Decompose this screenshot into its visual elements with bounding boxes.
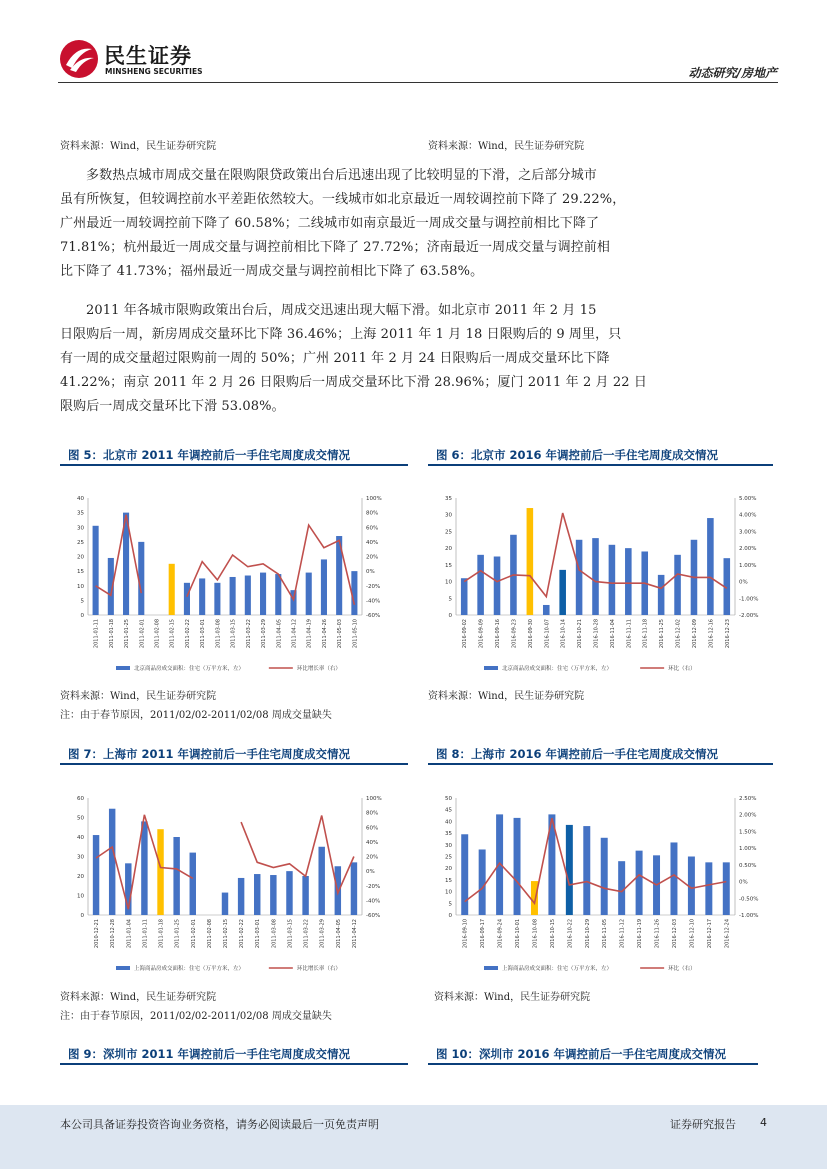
bar: [566, 825, 573, 915]
x-tick-label: 2016-10-01: [515, 919, 522, 949]
y-tick-label-right: -20%: [366, 583, 381, 590]
y-tick-label-left: 20: [445, 546, 452, 553]
bar: [157, 829, 163, 915]
y-tick-label-left: 5: [448, 596, 452, 603]
source-top-left: 资料来源：Wind，民生证券研究院: [60, 141, 217, 152]
fig7-title: 图 7：上海市 2011 年调控前后一手住宅周度成交情况: [68, 747, 351, 761]
y-tick-label-right: -2.00%: [739, 613, 759, 619]
bar: [477, 555, 484, 615]
x-tick-label: 2016-11-26: [654, 919, 661, 949]
x-tick-label: 2016-11-18: [642, 619, 649, 649]
fig7-title-rule: [60, 763, 408, 765]
x-tick-label: 2016-09-16: [495, 619, 502, 649]
legend-bar-swatch: [484, 666, 498, 670]
y-tick-label-left: 0: [80, 913, 84, 919]
footer-disclaimer: 本公司具备证券投资咨询业务资格，请务必阅读最后一页免责声明: [60, 1118, 379, 1131]
y-tick-label-left: 5: [448, 901, 452, 908]
y-tick-label-right: 60%: [366, 825, 379, 832]
y-tick-label-left: 40: [77, 496, 84, 502]
y-tick-label-left: 35: [445, 496, 452, 502]
bar: [184, 583, 190, 615]
y-tick-label-right: 100%: [366, 796, 382, 802]
x-tick-label: 2011-01-25: [124, 619, 131, 649]
y-tick-label-right: 4.00%: [739, 512, 757, 519]
bar: [318, 847, 324, 915]
y-tick-label-left: 60: [77, 796, 84, 802]
x-tick-label: 2016-11-04: [609, 619, 616, 649]
bar: [527, 508, 534, 615]
y-tick-label-right: 60%: [366, 525, 379, 532]
x-tick-label: 2016-12-23: [724, 619, 731, 649]
y-tick-label-right: -1.00%: [739, 596, 759, 603]
bar: [321, 559, 327, 615]
bar: [214, 583, 220, 615]
bar: [141, 821, 147, 915]
fig9-title: 图 9：深圳市 2011 年调控前后一手住宅周度成交情况: [68, 1047, 351, 1061]
footer-page-number: 4: [760, 1116, 767, 1129]
header-section: 动态研究/房地产: [688, 66, 777, 80]
y-tick-label-left: 10: [445, 579, 452, 586]
bar: [479, 849, 486, 915]
y-tick-label-right: 1.00%: [739, 562, 757, 569]
para-line: 虽有所恢复，但较调控前水平差距依然较大。一线城市如北京最近一周较调控前下降了 29.22%，: [60, 192, 626, 207]
bar: [707, 518, 714, 615]
y-tick-label-left: 30: [445, 512, 452, 519]
fig8-source: 资料来源：Wind，民生证券研究院: [434, 992, 591, 1003]
bar: [199, 578, 205, 615]
x-tick-label: 2011-05-10: [352, 619, 359, 649]
x-tick-label: 2016-10-08: [532, 919, 539, 949]
x-tick-label: 2011-01-11: [93, 619, 100, 649]
x-tick-label: 2011-02-15: [169, 619, 176, 649]
fig9-title-rule: [60, 1063, 408, 1065]
footer-report-type: 证券研究报告: [670, 1118, 736, 1131]
chart-fig7: [60, 788, 400, 980]
y-tick-label-left: 0: [448, 613, 452, 619]
y-tick-label-left: 50: [445, 796, 452, 802]
x-tick-label: 2011-03-01: [255, 919, 262, 949]
paragraph-2: [60, 299, 772, 419]
x-tick-label: 2011-02-08: [154, 619, 161, 649]
x-tick-label: 2016-10-15: [549, 919, 556, 949]
para-line: 71.81%；杭州最近一周成交量与调控前相比下降了 27.72%；济南最近一周成交量与调控前相: [60, 240, 610, 255]
y-tick-label-left: 20: [77, 554, 84, 561]
y-tick-label-right: 0%: [366, 569, 375, 576]
fig7-source: 资料来源：Wind，民生证券研究院: [60, 992, 217, 1003]
source-top-right: 资料来源：Wind，民生证券研究院: [428, 141, 585, 152]
y-tick-label-left: 50: [77, 815, 84, 822]
x-tick-label: 2011-01-25: [174, 919, 181, 949]
x-tick-label: 2016-09-02: [462, 619, 469, 649]
bar: [254, 874, 260, 915]
x-tick-label: 2016-09-10: [462, 919, 469, 949]
x-tick-label: 2011-02-01: [190, 919, 197, 949]
y-tick-label-right: 40%: [366, 839, 379, 846]
y-tick-label-right: 2.00%: [739, 546, 757, 553]
bar: [351, 862, 357, 915]
y-tick-label-left: 25: [445, 529, 452, 536]
y-tick-label-right: 20%: [366, 554, 379, 561]
y-tick-label-right: -40%: [366, 898, 381, 905]
para-line: 日限购后一周，新房周成交量环比下降 36.46%；上海 2011 年 1 月 18 日限购后的 9 周里，只: [60, 327, 622, 342]
x-tick-label: 2011-03-15: [287, 919, 294, 949]
fig6-source: 资料来源：Wind，民生证券研究院: [428, 691, 585, 702]
y-tick-label-left: 30: [445, 842, 452, 849]
y-tick-label-left: 20: [77, 874, 84, 880]
x-tick-label: 2011-02-01: [139, 619, 146, 649]
bar: [238, 878, 244, 915]
bar: [559, 570, 566, 615]
x-tick-label: 2016-10-21: [577, 619, 584, 649]
x-tick-label: 2011-03-29: [319, 919, 326, 949]
series-line: [187, 525, 355, 605]
x-tick-label: 2011-03-08: [271, 919, 278, 949]
para-line: 2011 年各城市限购政策出台后，周成交迅速出现大幅下滑。如北京市 2011 年 2 月 15: [86, 303, 597, 318]
logo-cn: 民生证券: [104, 44, 192, 68]
x-tick-label: 2016-10-22: [567, 919, 574, 949]
y-tick-label-right: -60%: [366, 613, 381, 619]
y-tick-label-left: 10: [445, 889, 452, 896]
x-tick-label: 2011-01-04: [126, 919, 133, 949]
x-tick-label: 2011-03-08: [215, 619, 222, 649]
bar: [543, 605, 550, 615]
x-tick-label: 2011-03-29: [261, 619, 268, 649]
bar: [222, 893, 228, 915]
x-tick-label: 2011-04-19: [306, 619, 313, 649]
y-tick-label-right: 80%: [366, 510, 379, 517]
x-tick-label: 2011-01-18: [108, 619, 115, 649]
bar: [514, 818, 521, 915]
series-line: [465, 818, 727, 903]
bar: [592, 538, 599, 615]
legend-bar-swatch: [116, 666, 130, 670]
x-tick-label: 2011-03-01: [200, 619, 207, 649]
fig7-note: 注：由于春节原因，2011/02/02-2011/02/08 周成交量缺失: [60, 1011, 332, 1022]
y-tick-label-right: 0%: [366, 869, 375, 876]
x-tick-label: 2016-11-25: [659, 619, 666, 649]
fig10-title: 图 10：深圳市 2016 年调控前后一手住宅周度成交情况: [436, 1047, 727, 1061]
y-tick-label-right: 40%: [366, 539, 379, 546]
x-tick-label: 2011-03-22: [245, 619, 252, 649]
x-tick-label: 2011-01-18: [158, 919, 165, 949]
legend-bar-label: 北京商品房成交面积：住宅（万平方米，左）: [134, 666, 245, 672]
bar: [230, 577, 236, 615]
para-line: 41.22%；南京 2011 年 2 月 26 日限购后一周成交量环比下滑 28.96%；厦门 2011 年 2 月 22 日: [60, 375, 647, 390]
fig5-note: 注：由于春节原因，2011/02/02-2011/02/08 周成交量缺失: [60, 710, 332, 721]
bar: [260, 573, 266, 615]
bar: [173, 837, 179, 915]
x-tick-label: 2016-09-09: [478, 619, 485, 649]
para-line: 广州最近一周较调控前下降了 60.58%；二线城市如南京最近一周成交量与调控前相比下降了: [60, 216, 600, 231]
chart-fig6: [428, 488, 773, 680]
legend-bar-label: 上海商品房成交面积：住宅（万平方米，左）: [134, 966, 245, 972]
bar: [674, 555, 681, 615]
y-tick-label-left: 10: [77, 893, 84, 900]
x-tick-label: 2010-12-28: [110, 919, 117, 949]
bar: [169, 564, 175, 615]
paragraph-1: [60, 164, 772, 284]
y-tick-label-right: 3.00%: [739, 529, 757, 536]
bar: [275, 574, 281, 615]
y-tick-label-left: 0: [448, 913, 452, 919]
fig5-title: 图 5：北京市 2011 年调控前后一手住宅周度成交情况: [68, 448, 351, 462]
y-tick-label-right: 0%: [739, 879, 748, 886]
y-tick-label-left: 0: [80, 613, 84, 619]
bar: [601, 838, 608, 915]
bar: [302, 876, 308, 915]
para-line: 有一周的成交量超过限购前一周的 50%；广州 2011 年 2 月 24 日限购后一周成交量环比下降: [60, 351, 610, 366]
bar: [306, 573, 312, 615]
y-tick-label-left: 15: [445, 562, 452, 569]
x-tick-label: 2016-11-12: [619, 919, 626, 949]
y-tick-label-right: -0.50%: [739, 896, 759, 903]
y-tick-label-right: 2.00%: [739, 812, 757, 819]
y-tick-label-left: 15: [77, 569, 84, 576]
legend-bar-swatch: [484, 966, 498, 970]
x-tick-label: 2011-04-05: [335, 919, 342, 949]
y-tick-label-right: 100%: [366, 496, 382, 502]
y-tick-label-left: 10: [77, 583, 84, 590]
y-tick-label-right: -1.00%: [739, 913, 759, 919]
bar: [494, 557, 501, 616]
x-tick-label: 2016-09-23: [511, 619, 518, 649]
bar: [270, 875, 276, 915]
y-tick-label-left: 25: [445, 854, 452, 861]
bar: [625, 548, 632, 615]
y-tick-label-left: 40: [77, 835, 84, 841]
y-tick-label-right: 0.50%: [739, 862, 757, 869]
bar: [670, 842, 677, 915]
x-tick-label: 2011-02-22: [239, 919, 246, 949]
x-tick-label: 2016-10-14: [560, 619, 567, 649]
x-tick-label: 2016-10-28: [593, 619, 600, 649]
bar: [290, 590, 296, 615]
x-tick-label: 2016-12-03: [671, 919, 678, 949]
legend-bar-swatch: [116, 966, 130, 970]
x-tick-label: 2010-12-21: [94, 919, 101, 949]
logo: [58, 38, 218, 82]
x-tick-label: 2011-02-22: [184, 619, 191, 649]
bar: [245, 576, 251, 615]
y-tick-label-right: 80%: [366, 810, 379, 817]
x-tick-label: 2016-09-30: [527, 619, 534, 649]
bar: [636, 851, 643, 915]
y-tick-label-left: 35: [445, 831, 452, 838]
y-tick-label-right: 0%: [739, 579, 748, 586]
y-tick-label-right: -20%: [366, 883, 381, 890]
x-tick-label: 2016-12-17: [706, 919, 713, 949]
x-tick-label: 2016-11-11: [626, 619, 633, 649]
fig8-title: 图 8：上海市 2016 年调控前后一手住宅周度成交情况: [436, 747, 719, 761]
bar: [723, 862, 730, 915]
x-tick-label: 2011-04-12: [351, 919, 358, 949]
y-tick-label-left: 40: [445, 819, 452, 826]
y-tick-label-right: 1.00%: [739, 846, 757, 853]
series-line: [96, 515, 142, 596]
para-line: 多数热点城市周成交量在限购限贷政策出台后迅速出现了比较明显的下滑，之后部分城市: [86, 168, 597, 183]
x-tick-label: 2016-10-29: [584, 919, 591, 949]
y-tick-label-left: 5: [80, 598, 84, 605]
x-tick-label: 2011-04-12: [291, 619, 298, 649]
bar: [461, 834, 468, 915]
x-tick-label: 2011-02-15: [223, 919, 229, 949]
fig6-title: 图 6：北京市 2016 年调控前后一手住宅周度成交情况: [436, 448, 719, 462]
bar: [190, 853, 196, 915]
y-tick-label-left: 30: [77, 854, 84, 861]
y-tick-label-right: 20%: [366, 854, 379, 861]
bar: [705, 862, 712, 915]
y-tick-label-right: -60%: [366, 913, 381, 919]
fig5-source: 资料来源：Wind，民生证券研究院: [60, 691, 217, 702]
y-tick-label-left: 30: [77, 525, 84, 532]
legend-line-label: 环比增长率（右）: [296, 666, 341, 672]
bar: [109, 809, 115, 915]
x-tick-label: 2016-12-02: [675, 619, 682, 649]
logo-mark-icon: [58, 38, 100, 80]
bar: [461, 578, 468, 615]
bar: [583, 826, 590, 915]
header-rule: [58, 82, 778, 83]
legend-bar-label: 上海商品房成交面积：住宅（万平方米，左）: [502, 966, 613, 972]
x-tick-label: 2016-12-16: [708, 619, 715, 649]
legend-bar-label: 北京商品房成交面积：住宅（万平方米，左）: [502, 666, 613, 672]
fig6-title-rule: [428, 464, 773, 466]
para-line: 限购后一周成交量环比下滑 53.08%。: [60, 399, 285, 414]
bar: [609, 545, 616, 615]
footer: [0, 1105, 827, 1169]
x-tick-label: 2016-09-17: [480, 919, 487, 949]
x-tick-label: 2011-01-11: [142, 919, 149, 949]
x-tick-label: 2016-12-09: [691, 619, 698, 649]
x-tick-label: 2011-04-26: [321, 619, 328, 649]
bar: [286, 871, 292, 915]
y-tick-label-right: 2.50%: [739, 796, 757, 802]
legend-line-label: 环比（右）: [668, 666, 696, 672]
y-tick-label-left: 15: [445, 877, 452, 884]
y-tick-label-right: -40%: [366, 598, 381, 605]
bar: [618, 861, 625, 915]
bar: [531, 881, 538, 915]
y-tick-label-left: 25: [77, 539, 84, 546]
y-tick-label-left: 35: [77, 510, 84, 517]
x-tick-label: 2016-11-19: [637, 919, 644, 949]
fig5-title-rule: [60, 464, 408, 466]
fig8-title-rule: [428, 763, 773, 765]
bar: [93, 835, 99, 915]
x-tick-label: 2016-11-05: [602, 919, 609, 949]
x-tick-label: 2011-02-08: [206, 919, 213, 949]
y-tick-label-left: 20: [445, 866, 452, 873]
x-tick-label: 2011-03-15: [230, 619, 237, 649]
x-tick-label: 2011-05-03: [337, 619, 344, 649]
x-tick-label: 2011-04-05: [276, 619, 283, 649]
legend-line-label: 环比增长率（右）: [296, 966, 341, 972]
x-tick-label: 2016-12-24: [724, 919, 731, 949]
bar: [658, 575, 665, 615]
bar: [576, 540, 583, 615]
para-line: 比下降了 41.73%；福州最近一周成交量与调控前相比下降了 63.58%。: [60, 264, 484, 279]
y-tick-label-left: 45: [445, 807, 452, 814]
x-tick-label: 2016-09-24: [497, 919, 504, 949]
y-tick-label-right: 5.00%: [739, 496, 757, 502]
bar: [93, 526, 99, 615]
x-tick-label: 2016-12-10: [689, 919, 696, 949]
x-tick-label: 2011-03-22: [303, 919, 310, 949]
legend-line-label: 环比（右）: [668, 966, 696, 972]
logo-en: MINSHENG SECURITIES: [105, 67, 203, 76]
chart-fig5: [60, 488, 400, 680]
fig10-title-rule: [428, 1063, 758, 1065]
y-tick-label-right: 1.50%: [739, 829, 757, 836]
x-tick-label: 2016-10-07: [544, 619, 551, 649]
chart-fig8: [428, 788, 773, 980]
